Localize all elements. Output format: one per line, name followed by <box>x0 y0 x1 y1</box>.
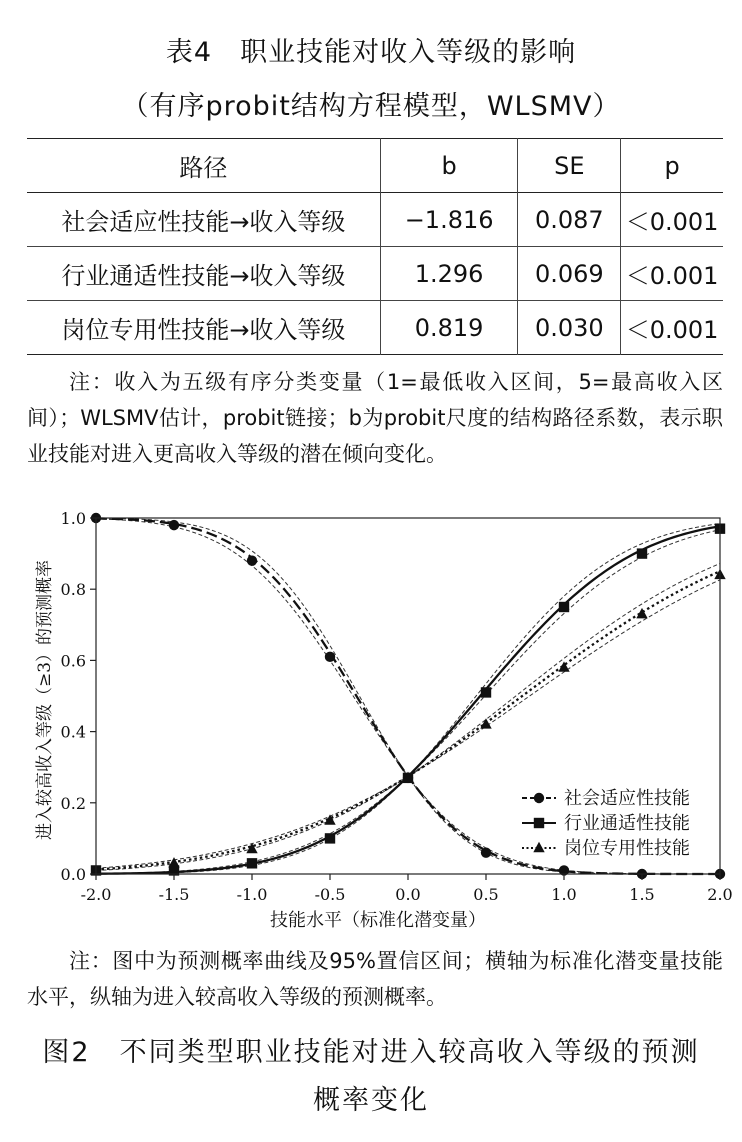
legend-label-social: 社会适应性技能 <box>564 788 690 809</box>
x-tick-label: -2.0 <box>80 885 112 904</box>
x-tick-label: -1.5 <box>158 885 190 904</box>
cell-p: ＜0.001 <box>621 247 723 301</box>
legend-label-industry: 行业通适性技能 <box>564 813 690 834</box>
figure-note: 注：图中为预测概率曲线及95%置信区间；横轴为标准化潜变量技能水平，纵轴为进入较高收入等级的预测概率。 <box>27 949 723 1009</box>
y-tick-label: 1.0 <box>60 509 86 528</box>
table-title: 表4 职业技能对收入等级的影响 <box>165 37 577 68</box>
legend-marker-job <box>533 842 544 852</box>
table-row <box>27 193 723 247</box>
cell-b: 1.296 <box>380 247 518 301</box>
results-table <box>27 138 723 355</box>
legend-marker-industry <box>534 818 544 828</box>
y-tick-label: 0.6 <box>60 651 86 671</box>
header-se: SE <box>518 139 621 193</box>
point-industry <box>247 858 257 868</box>
point-industry <box>325 833 335 843</box>
table-row <box>27 301 723 355</box>
x-tick-label: 0.5 <box>473 885 499 904</box>
cell-se: 0.030 <box>518 301 621 355</box>
point-industry <box>559 602 569 612</box>
legend <box>522 788 690 859</box>
cell-path: 岗位专用性技能→收入等级 <box>61 316 346 344</box>
legend-label-job: 岗位专用性技能 <box>564 838 690 859</box>
y-tick-label: 0.4 <box>60 722 86 742</box>
cell-se: 0.069 <box>518 247 621 301</box>
probability-chart <box>0 500 742 932</box>
point-job <box>246 843 257 853</box>
x-tick-label: 2.0 <box>707 885 733 904</box>
point-social <box>325 652 335 662</box>
x-axis-label: 技能水平（标准化潜变量） <box>270 910 486 931</box>
cell-path: 社会适应性技能→收入等级 <box>61 208 346 236</box>
y-tick-label: 0.2 <box>60 793 86 813</box>
legend-marker-social <box>534 793 544 803</box>
point-social <box>247 556 257 566</box>
point-industry <box>637 548 647 558</box>
table-note: 注：收入为五级有序分类变量（1=最低收入区间，5=最高收入区间）；WLSMV估计，probit链接；b为probit尺度的结构路径系数，表示职业技能对进入更高收入等级的潜在倾向变化。 <box>27 370 723 466</box>
cell-path: 行业通适性技能→收入等级 <box>61 262 346 290</box>
point-social <box>169 520 179 530</box>
cell-b: 0.819 <box>380 301 518 355</box>
point-job <box>558 661 569 671</box>
y-tick-label: 0.0 <box>60 865 86 884</box>
table-subtitle: （有序probit结构方程模型，WLSMV） <box>121 91 621 122</box>
x-tick-label: -1.0 <box>236 885 268 904</box>
table-row <box>27 247 723 301</box>
figure-caption: 图2 不同类型职业技能对进入较高收入等级的预测 <box>42 1037 700 1068</box>
header-path: 路径 <box>179 154 228 182</box>
point-social <box>481 847 491 857</box>
y-axis-label: 进入较高收入等级（≥3）的预测概率 <box>35 559 55 841</box>
cell-p: ＜0.001 <box>621 193 723 247</box>
x-tick-label: 1.5 <box>629 885 655 904</box>
x-tick-label: 0.0 <box>395 885 421 904</box>
cell-se: 0.087 <box>518 193 621 247</box>
figure-caption-continued: 概率变化 <box>313 1085 429 1116</box>
x-tick-label: 1.0 <box>551 885 577 904</box>
cell-b: −1.816 <box>380 193 518 247</box>
header-p: p <box>621 139 723 193</box>
point-job <box>636 608 647 618</box>
x-tick-label: -0.5 <box>314 885 346 904</box>
cell-p: ＜0.001 <box>621 301 723 355</box>
y-tick-label: 0.8 <box>60 580 86 600</box>
table-header-row <box>27 139 723 193</box>
point-industry <box>481 687 491 697</box>
point-job <box>168 857 179 867</box>
header-b: b <box>380 139 518 193</box>
